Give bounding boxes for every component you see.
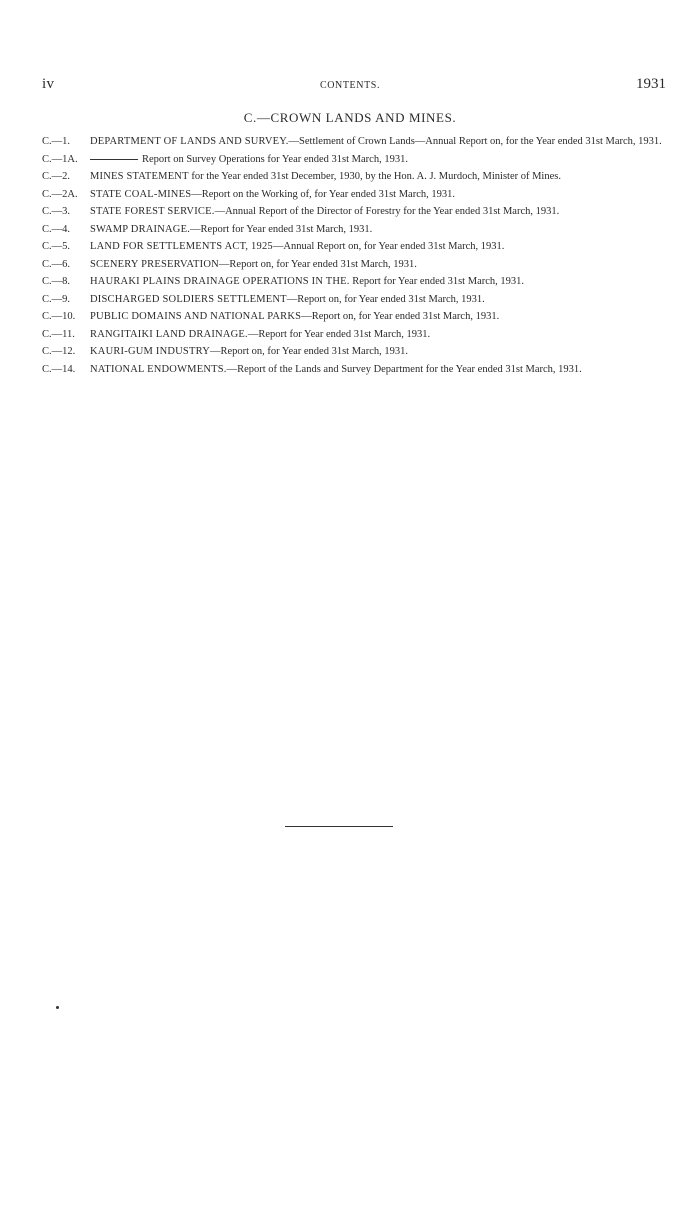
entry-subject: STATE FOREST SERVICE.: [90, 206, 215, 217]
list-item: [42, 206, 666, 218]
entry-code: C.—8.: [42, 276, 71, 287]
entry-code: C.—1.: [42, 136, 71, 147]
list-item: [42, 154, 666, 166]
entry-description: —Report on the Working of, for Year ended 31st March, 1931.: [191, 188, 455, 200]
list-item: [42, 329, 666, 341]
entry-description: Report for Year ended 31st March, 1931.: [349, 276, 525, 287]
list-item: [42, 276, 666, 288]
page-number: iv: [42, 76, 55, 92]
entry-subject: KAURI-GUM INDUSTRY: [90, 346, 210, 357]
entry-code: C.—6.: [42, 258, 71, 270]
entry-subject: MINES STATEMENT: [90, 171, 189, 182]
entry-code: C.—11.: [42, 328, 75, 340]
entry-code: C.—3.: [42, 206, 71, 217]
entry-description: for the Year ended 31st December, 1930, by the Hon. A. J. Murdoch, Minister of Mines.: [188, 171, 561, 182]
entry-code: C.—2A.: [42, 188, 78, 200]
list-item: [42, 189, 666, 201]
list-item: [42, 364, 666, 376]
entry-subject: STATE COAL-MINES: [90, 188, 192, 200]
entry-subject: DEPARTMENT OF LANDS AND SURVEY.: [90, 136, 289, 147]
entry-description: —Annual Report on, for Year ended 31st March, 1931.: [272, 241, 505, 252]
entry-subject: DISCHARGED SOLDIERS SETTLEMENT: [90, 293, 287, 305]
entry-description: —Report on, for Year ended 31st March, 1931.: [218, 258, 417, 270]
entry-subject: HAURAKI PLAINS DRAINAGE OPERATIONS IN THE.: [90, 276, 350, 287]
entry-subject: NATIONAL ENDOWMENTS.: [90, 363, 227, 375]
entry-subject: PUBLIC DOMAINS AND NATIONAL PARKS: [90, 311, 302, 322]
entry-code: C.—1A.: [42, 153, 78, 165]
entry-subject: SCENERY PRESERVATION: [90, 258, 219, 270]
year: 1931: [636, 76, 666, 92]
entry-description: —Annual Report of the Director of Forestry for the Year ended 31st March, 1931.: [214, 206, 560, 217]
entry-description: —Report of the Lands and Survey Department for the Year ended 31st March, 1931.: [226, 363, 582, 375]
entry-code: C.—5.: [42, 241, 71, 252]
entry-code: C.—4.: [42, 223, 71, 235]
list-item: [42, 294, 666, 306]
ditto-rule: [90, 159, 138, 160]
section-heading: C.—CROWN LANDS AND MINES.: [243, 110, 457, 125]
entry-description: —Report on, for Year ended 31st March, 1931.: [301, 311, 500, 322]
entry-description: —Report on, for Year ended 31st March, 1931.: [209, 346, 408, 357]
list-item: [42, 136, 666, 148]
section-end-rule: [285, 826, 393, 827]
running-title: CONTENTS.: [319, 80, 381, 91]
list-item: [42, 241, 666, 253]
entry-code: C.—10.: [42, 311, 76, 322]
list-item: [42, 224, 666, 236]
entry-subject: LAND FOR SETTLEMENTS ACT, 1925: [90, 241, 273, 252]
list-item: [42, 259, 666, 271]
entry-code: C.—9.: [42, 293, 71, 305]
list-item: [42, 171, 666, 183]
entry-description: —Settlement of Crown Lands—Annual Report on, for the Year ended 31st March, 1931.: [288, 136, 662, 147]
contents-list: [42, 136, 666, 381]
entry-description: —Report on, for Year ended 31st March, 1931.: [286, 293, 485, 305]
list-item: [42, 346, 666, 358]
entry-description: Report on Survey Operations for Year ended 31st March, 1931.: [142, 153, 408, 165]
entry-code: C.—14.: [42, 363, 76, 375]
entry-description: —Report for Year ended 31st March, 1931.: [247, 328, 431, 340]
list-item: [42, 311, 666, 323]
entry-code: C.—12.: [42, 346, 76, 357]
entry-subject: RANGITAIKI LAND DRAINAGE.: [90, 328, 248, 340]
print-speck: [56, 1006, 59, 1009]
entry-subject: SWAMP DRAINAGE.: [90, 223, 191, 235]
entry-description: —Report for Year ended 31st March, 1931.: [190, 223, 373, 235]
entry-code: C.—2.: [42, 171, 71, 182]
